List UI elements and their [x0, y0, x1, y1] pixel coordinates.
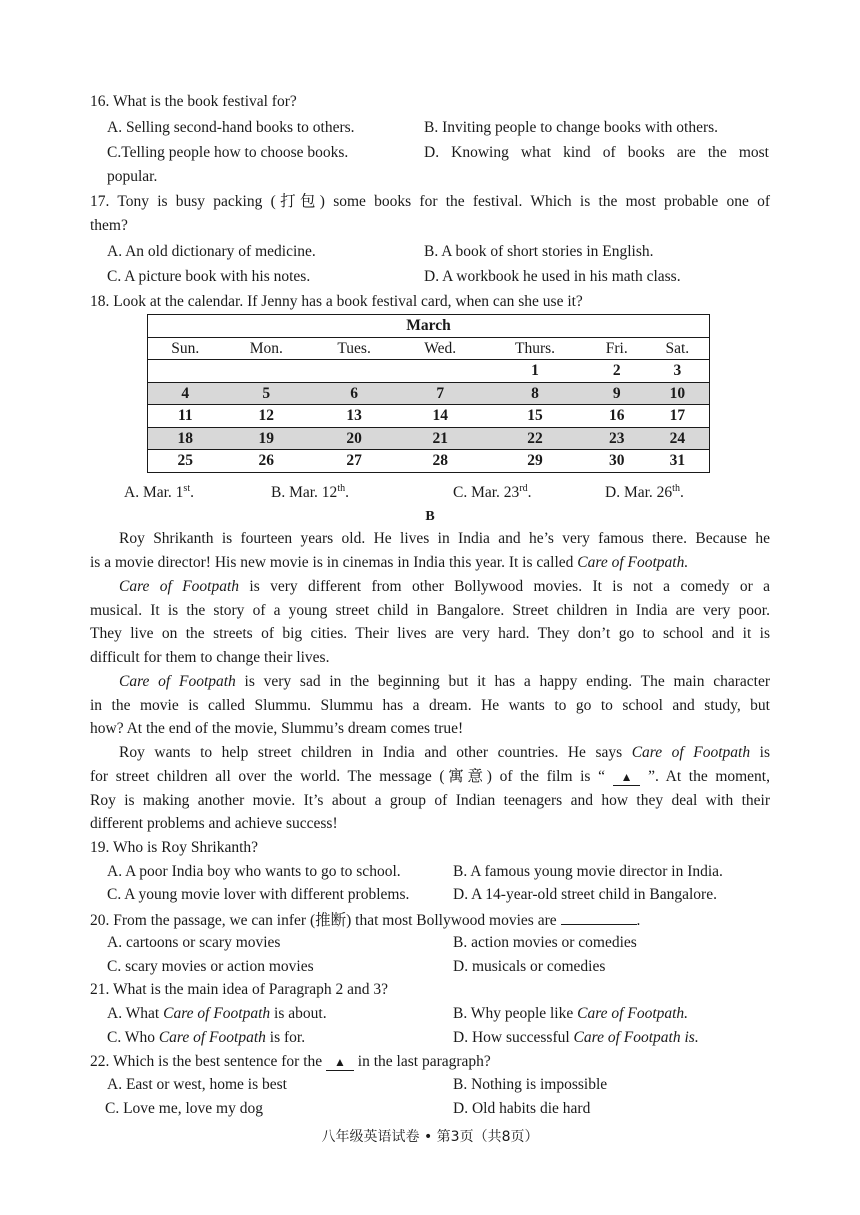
- q20-option-c: C. scary movies or action movies: [107, 958, 314, 975]
- q22-option-d: D. Old habits die hard: [453, 1100, 591, 1117]
- q19-option-d: D. A 14-year-old street child in Bangalore.: [453, 886, 717, 903]
- q17-stem-line2: them?: [90, 217, 128, 234]
- q16-d-word: of: [602, 144, 616, 161]
- blank-triangle-mark: ▲: [326, 1054, 354, 1071]
- option-text: A. What: [107, 1005, 164, 1022]
- q17-option-c: C. A picture book with his notes.: [107, 268, 311, 285]
- q18-b-end: .: [345, 484, 349, 501]
- q21-stem: 21. What is the main idea of Paragraph 2 and 3?: [90, 981, 388, 998]
- answer-blank: [561, 907, 637, 925]
- q18-a-end: .: [190, 484, 194, 501]
- q20-option-b: B. action movies or comedies: [453, 934, 637, 951]
- q18-c-end: .: [527, 484, 532, 501]
- calendar-day: [398, 360, 482, 383]
- option-text: is about.: [270, 1005, 327, 1022]
- q16-d-word: books: [627, 144, 665, 161]
- q18-d-text: D. Mar. 26: [605, 484, 673, 501]
- calendar-day: 23: [588, 427, 646, 450]
- q16-d-word: most: [738, 144, 769, 161]
- calendar-day: 2: [588, 360, 646, 383]
- q20-stem-text: 20. From the passage, we can infer (推断) that most Bollywood movies are: [90, 912, 561, 929]
- passage-text: is a movie director! His new movie is in cinemas in India this year. It is called: [90, 554, 578, 571]
- calendar-day: 8: [482, 382, 588, 405]
- q22-option-a: A. East or west, home is best: [107, 1076, 287, 1093]
- weekday-header: Sat.: [646, 337, 710, 360]
- passage-line: [119, 670, 770, 694]
- q16-option-c: C.Telling people how to choose books.: [107, 144, 349, 161]
- passage-text: ”. At the moment,: [640, 768, 770, 785]
- q18-b-text: B. Mar. 12: [271, 484, 338, 501]
- q20-stem: [90, 907, 640, 933]
- passage-line: Roy is making another movie. It’s about a group of Indian teenagers and how they deal with their: [90, 792, 770, 809]
- passage-text: Roy wants to help street children in India and other countries. He says: [119, 744, 632, 761]
- q18-a-sup: st: [183, 482, 191, 494]
- passage-line: [119, 575, 770, 599]
- q16-option-b: B. Inviting people to change books with others.: [424, 119, 719, 136]
- option-text: C. Who: [107, 1029, 159, 1046]
- calendar-day: 4: [148, 382, 223, 405]
- movie-title: Care of Footpath: [158, 1029, 266, 1046]
- march-calendar: [147, 314, 710, 473]
- q16-stem: 16. What is the book festival for?: [90, 93, 297, 110]
- q17-option-b: B. A book of short stories in English.: [424, 243, 654, 260]
- calendar-weekday-row: [148, 337, 710, 360]
- q21-option-c: [107, 1026, 305, 1050]
- q16-d-word: kind: [563, 144, 591, 161]
- q19-stem: 19. Who is Roy Shrikanth?: [90, 839, 259, 856]
- q16-d-word: what: [520, 144, 552, 161]
- passage-line: [90, 551, 688, 575]
- calendar-day: 29: [482, 450, 588, 473]
- calendar-day: 7: [398, 382, 482, 405]
- q18-d-end: .: [679, 484, 684, 501]
- calendar-day: 15: [482, 405, 588, 428]
- passage-line: [119, 741, 770, 765]
- calendar-day: 6: [310, 382, 398, 405]
- q17-option-d: D. A workbook he used in his math class.: [424, 268, 681, 285]
- weekday-header: Thurs.: [482, 337, 588, 360]
- calendar-day: 31: [646, 450, 710, 473]
- calendar-day: 16: [588, 405, 646, 428]
- movie-title: Care of Footpath: [631, 744, 751, 761]
- q20-option-d: D. musicals or comedies: [453, 958, 606, 975]
- weekday-header: Fri.: [588, 337, 646, 360]
- q18-option-b: [271, 481, 349, 505]
- weekday-header: Wed.: [398, 337, 482, 360]
- q21-option-a: [107, 1002, 327, 1026]
- calendar-day: 10: [646, 382, 710, 405]
- passage-text: is very sad in the beginning but it has a happy ending. The main character: [235, 673, 771, 690]
- calendar-day: 24: [646, 427, 710, 450]
- weekday-header: Tues.: [310, 337, 398, 360]
- passage-text: for street children all over the world. The message (寓意) of the film is “: [90, 768, 613, 785]
- passage-line: Roy Shrikanth is fourteen years old. He lives in India and he’s very famous there. Because he: [119, 530, 770, 547]
- calendar-day: 30: [588, 450, 646, 473]
- calendar-day: 17: [646, 405, 710, 428]
- q18-a-text: A. Mar. 1: [124, 484, 184, 501]
- q16-option-a: A. Selling second-hand books to others.: [107, 119, 355, 136]
- q21-option-d: [453, 1026, 699, 1050]
- q22-stem-text: 22. Which is the best sentence for the: [90, 1053, 327, 1070]
- q18-d-sup: th: [672, 482, 680, 494]
- q19-option-a: A. A poor India boy who wants to go to school.: [107, 863, 401, 880]
- option-text: is for.: [265, 1029, 306, 1046]
- calendar-title: March: [148, 315, 710, 338]
- weekday-header: Mon.: [223, 337, 310, 360]
- q18-c-sup: rd: [519, 482, 528, 494]
- q18-option-d: [605, 481, 684, 505]
- q21-option-b: [453, 1002, 688, 1026]
- blank-triangle-mark: ▲: [613, 769, 641, 786]
- q22-option-b: B. Nothing is impossible: [453, 1076, 608, 1093]
- q16-d-word: are: [676, 144, 696, 161]
- q16-option-d-continued: popular.: [107, 168, 158, 185]
- calendar-week-row: [148, 450, 710, 473]
- q16-d-word: D.: [424, 144, 440, 161]
- q22-option-c: C. Love me, love my dog: [105, 1100, 263, 1117]
- calendar-day: 19: [223, 427, 310, 450]
- calendar-day: 28: [398, 450, 482, 473]
- q17-stem-line1: 17. Tony is busy packing (打包) some books for the festival. Which is the most probable one of: [90, 193, 770, 210]
- q16-d-word: Knowing: [451, 144, 509, 161]
- calendar-day: 18: [148, 427, 223, 450]
- calendar-day: [148, 360, 223, 383]
- passage-line: how? At the end of the movie, Slummu’s dream comes true!: [90, 720, 464, 737]
- calendar-day: 5: [223, 382, 310, 405]
- movie-title: Care of Footpath: [119, 578, 240, 595]
- option-text: D. How successful: [453, 1029, 574, 1046]
- passage-line: musical. It is the story of a young street child in Bangalore. Street children in India are very poor.: [90, 602, 770, 619]
- calendar-day: 20: [310, 427, 398, 450]
- passage-text: is very different from other Bollywood movies. It is not a comedy or a: [239, 578, 771, 595]
- calendar-day: 26: [223, 450, 310, 473]
- q20-stem-end: .: [636, 912, 641, 929]
- movie-title: Care of Footpath.: [577, 1005, 689, 1022]
- calendar-day: 27: [310, 450, 398, 473]
- calendar-day: 25: [148, 450, 223, 473]
- calendar-day: [223, 360, 310, 383]
- passage-line: different problems and achieve success!: [90, 815, 338, 832]
- q18-c-text: C. Mar. 23: [453, 484, 520, 501]
- q18-stem: 18. Look at the calendar. If Jenny has a book festival card, when can she use it?: [90, 293, 583, 310]
- calendar-day: 21: [398, 427, 482, 450]
- calendar-day: 22: [482, 427, 588, 450]
- calendar-day: 11: [148, 405, 223, 428]
- movie-title: Care of Footpath is.: [573, 1029, 699, 1046]
- calendar-week-row: [148, 405, 710, 428]
- movie-title: Care of Footpath.: [577, 554, 689, 571]
- passage-line: difficult for them to change their lives.: [90, 649, 330, 666]
- section-b-heading: B: [425, 509, 435, 524]
- q19-option-c: C. A young movie lover with different problems.: [107, 886, 410, 903]
- calendar-day: [310, 360, 398, 383]
- movie-title: Care of Footpath: [163, 1005, 271, 1022]
- passage-line: in the movie is called Slummu. Slummu has a dream. He wants to go to school and study, but: [90, 697, 770, 714]
- q17-option-a: A. An old dictionary of medicine.: [107, 243, 316, 260]
- q19-option-b: B. A famous young movie director in India.: [453, 863, 723, 880]
- q18-option-a: [124, 481, 194, 505]
- movie-title: Care of Footpath: [119, 673, 236, 690]
- page-footer: 八年级英语试卷 • 第3页（共8页）: [321, 1129, 539, 1145]
- calendar-week-row: [148, 427, 710, 450]
- calendar-day: 12: [223, 405, 310, 428]
- calendar-day: 9: [588, 382, 646, 405]
- q16-option-d: [424, 141, 769, 165]
- calendar-day: 3: [646, 360, 710, 383]
- passage-text: is: [750, 744, 771, 761]
- calendar-day: 13: [310, 405, 398, 428]
- option-text: B. Why people like: [453, 1005, 578, 1022]
- q22-stem-text: in the last paragraph?: [353, 1053, 491, 1070]
- passage-line: They live on the streets of big cities. Their lives are very hard. They don’t go to school and it is: [90, 625, 770, 642]
- calendar-day: 14: [398, 405, 482, 428]
- calendar-day: 1: [482, 360, 588, 383]
- calendar-week-row: [148, 382, 710, 405]
- q18-b-sup: th: [337, 482, 346, 494]
- q22-stem: [90, 1050, 491, 1074]
- weekday-header: Sun.: [148, 337, 223, 360]
- q18-option-c: [453, 481, 532, 505]
- calendar-week-row: [148, 360, 710, 383]
- passage-line: [90, 765, 770, 789]
- q20-option-a: A. cartoons or scary movies: [107, 934, 281, 951]
- q16-d-word: the: [707, 144, 727, 161]
